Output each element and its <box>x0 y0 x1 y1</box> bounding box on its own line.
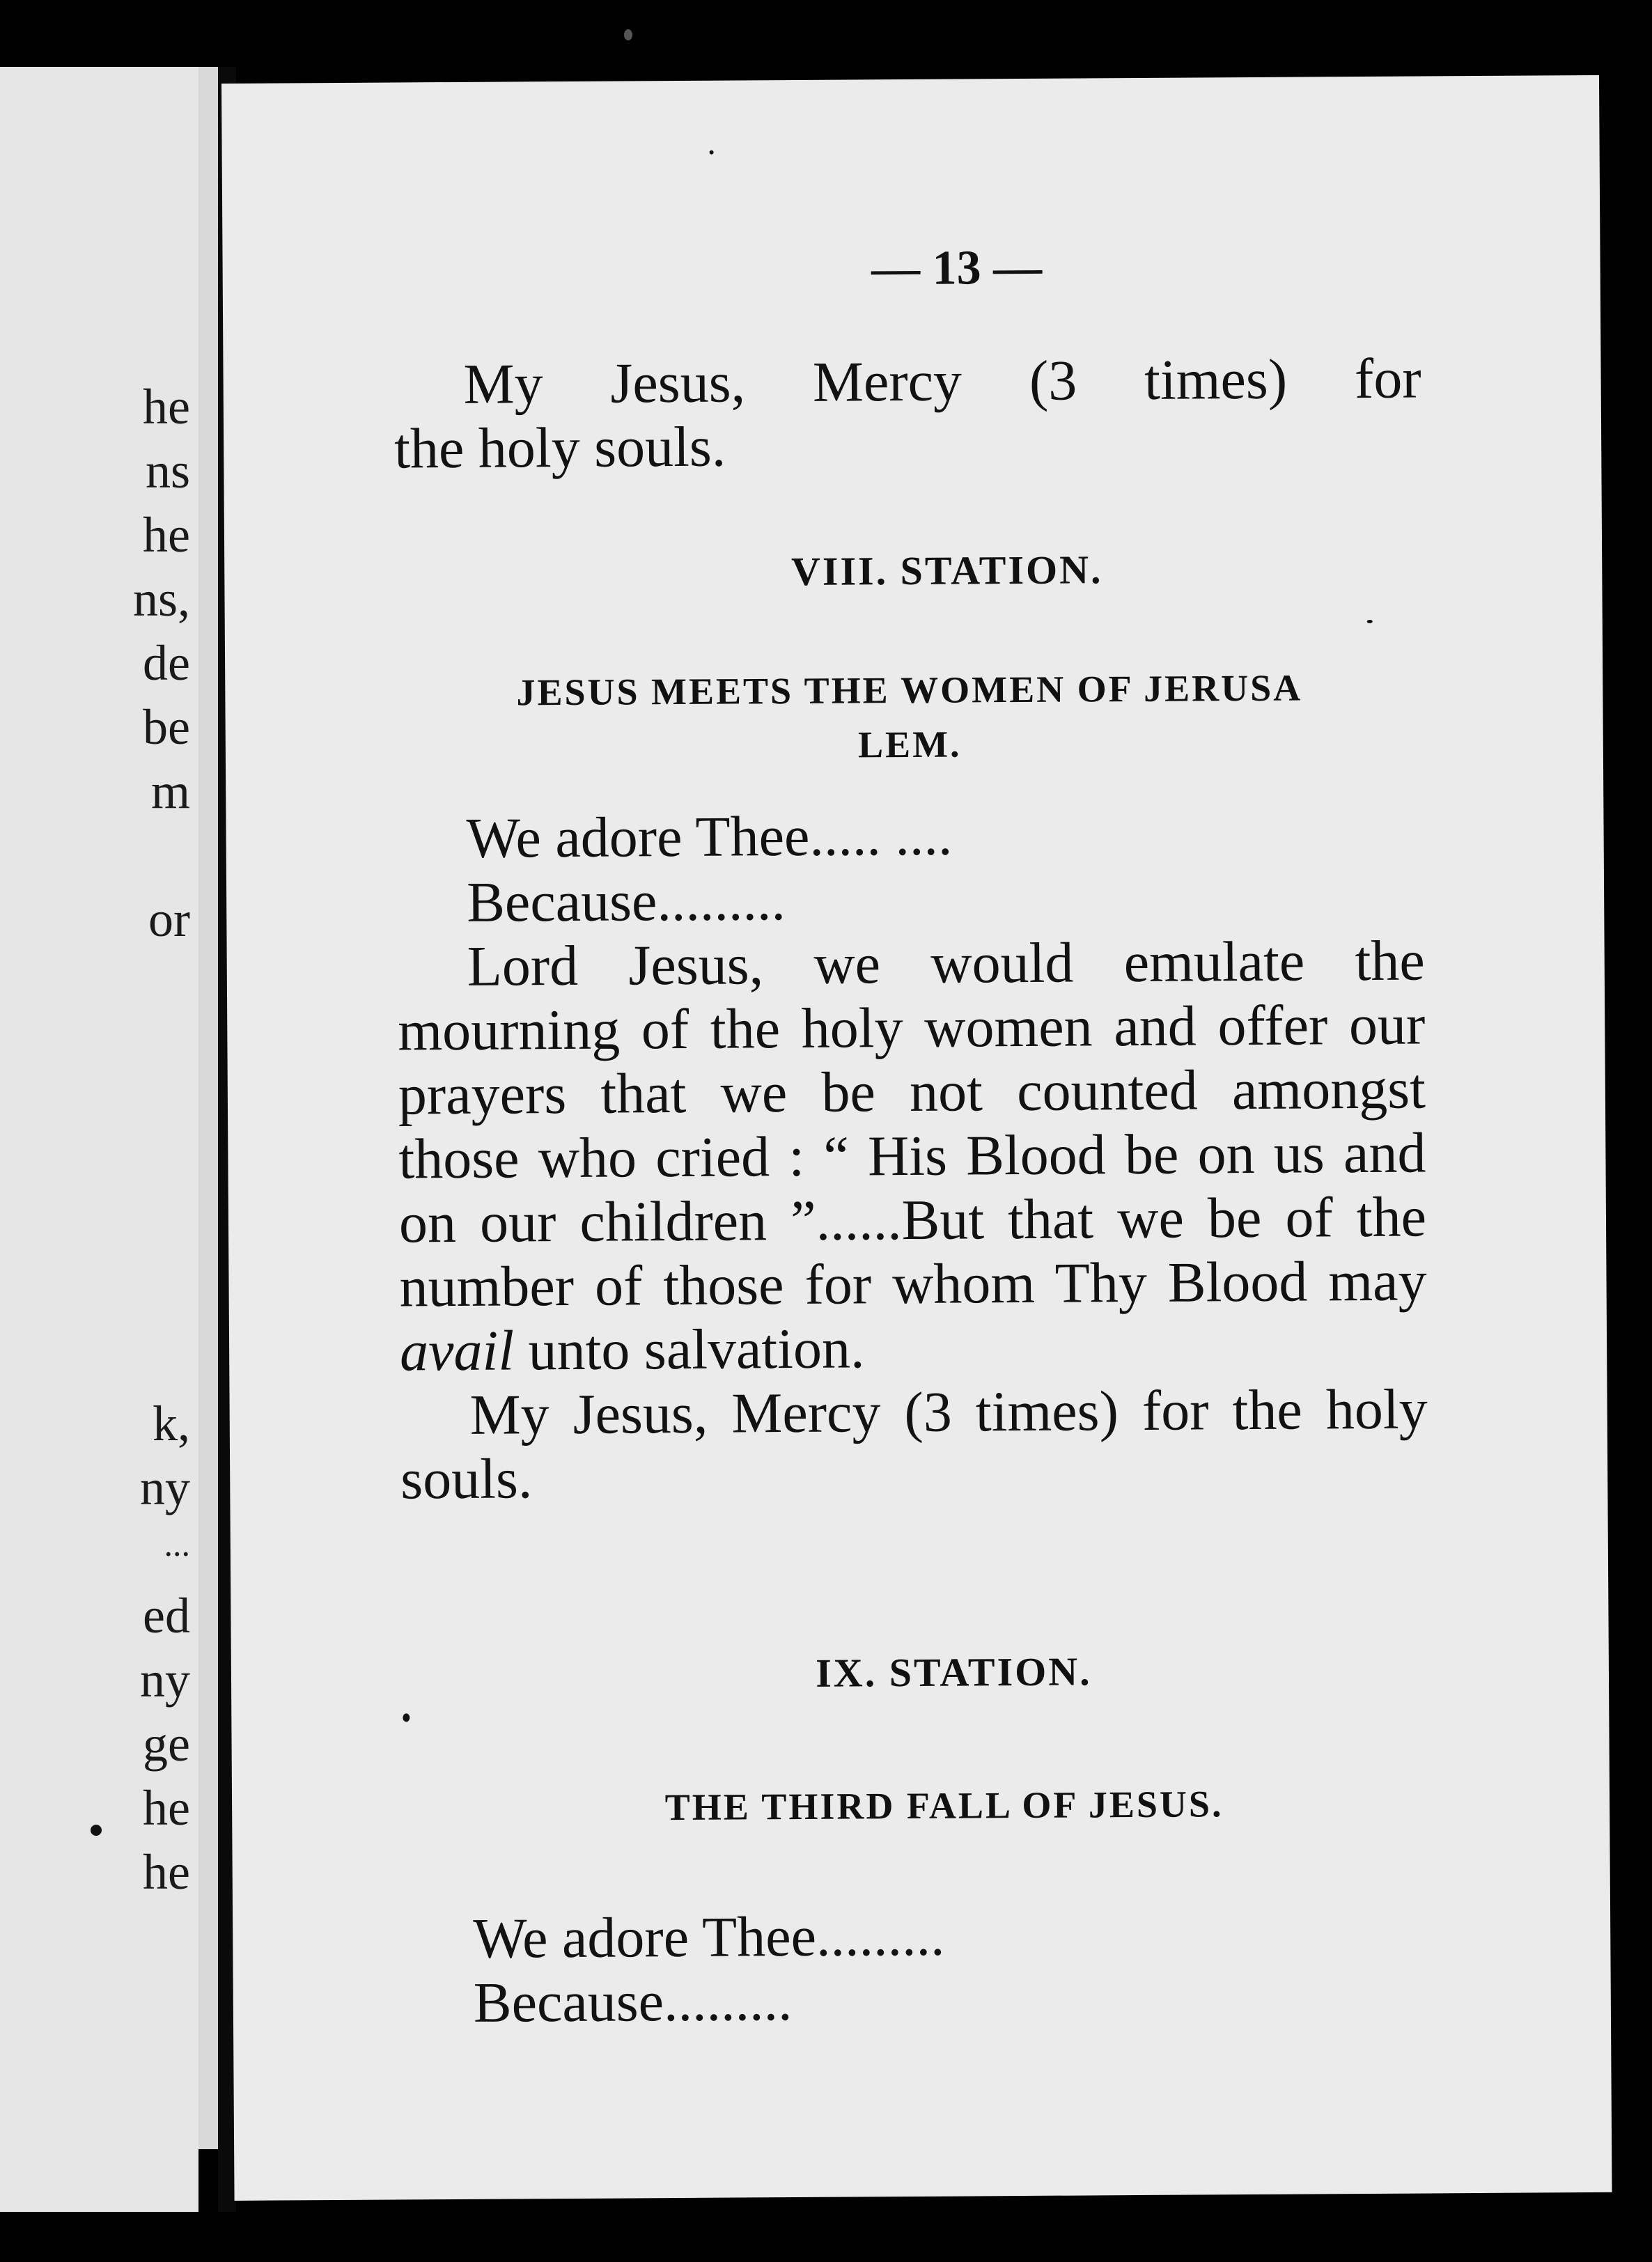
left-page-margin <box>0 67 198 2212</box>
station-8-title <box>396 660 1424 774</box>
station-9-adore: We adore Thee......... <box>472 1903 945 1970</box>
station-9-heading: IX. STATION. <box>816 1648 1092 1696</box>
left-page-fragment: ed <box>143 1588 190 1644</box>
page-number: — 13 — <box>871 240 1043 296</box>
left-page-fragment: or <box>148 891 190 947</box>
left-page-fragment: be <box>143 699 190 755</box>
left-page-fragment: ny <box>140 1460 190 1515</box>
station-9-because: Because......... <box>473 1969 793 2034</box>
left-page-fragment: ns <box>145 443 190 499</box>
station-8-because: Because......... <box>466 868 786 934</box>
ink-speck <box>1367 620 1373 623</box>
station-8-prayer-text: Lord Jesus, we would emulate the mourning of the holy women and offer our prayers that we be not counted amongst those who cried : “ His Blood be on us and on our children ”......But that we be of the number of those for whom Thy Blood may <box>398 928 1427 1319</box>
right-page <box>221 75 1612 2201</box>
left-page-fragment: k, <box>153 1396 190 1451</box>
left-page-fragment: he <box>143 1780 190 1836</box>
station-9-title: THE THIRD FALL OF JESUS. <box>664 1783 1224 1829</box>
station-8-mercy: My Jesus, Mercy (3 times) for the holy souls. <box>400 1377 1428 1511</box>
station-8-body <box>396 800 1428 1511</box>
left-page-fragment: ns, <box>132 571 190 627</box>
left-page-fragment: he <box>143 507 190 563</box>
station-8-prayer-italic: avail <box>399 1318 515 1383</box>
station-8-heading: VIII. STATION. <box>790 547 1103 595</box>
left-page-fragment: de <box>143 635 190 691</box>
left-page-fragment: m <box>150 763 190 819</box>
intro-line-1: My Jesus, Mercy (3 times) for <box>463 346 1421 416</box>
ink-speck <box>624 29 632 40</box>
ink-speck <box>91 1825 102 1836</box>
station-8-adore: We adore Thee..... .... <box>466 803 953 870</box>
ink-speck <box>403 1713 410 1722</box>
left-page-fragment: ge <box>143 1716 190 1772</box>
left-page-fragment: he <box>143 379 190 435</box>
left-page-fragment: he <box>143 1844 190 1900</box>
station-8-title-line-1: JESUS MEETS THE WOMEN OF JERUSA <box>516 666 1303 714</box>
station-8-prayer <box>397 928 1427 1383</box>
station-8-title-line-2: LEM. <box>857 723 962 766</box>
ink-speck <box>710 150 714 155</box>
left-page-edge <box>198 67 218 2149</box>
station-8-prayer-end: unto salvation. <box>513 1316 865 1382</box>
left-page-fragment: ny <box>140 1652 190 1708</box>
intro-mercy-prayer <box>393 346 1421 481</box>
station-9-body <box>403 1901 1431 2035</box>
left-page-fragment: ... <box>164 1524 190 1563</box>
intro-line-2: the holy souls. <box>393 414 726 481</box>
